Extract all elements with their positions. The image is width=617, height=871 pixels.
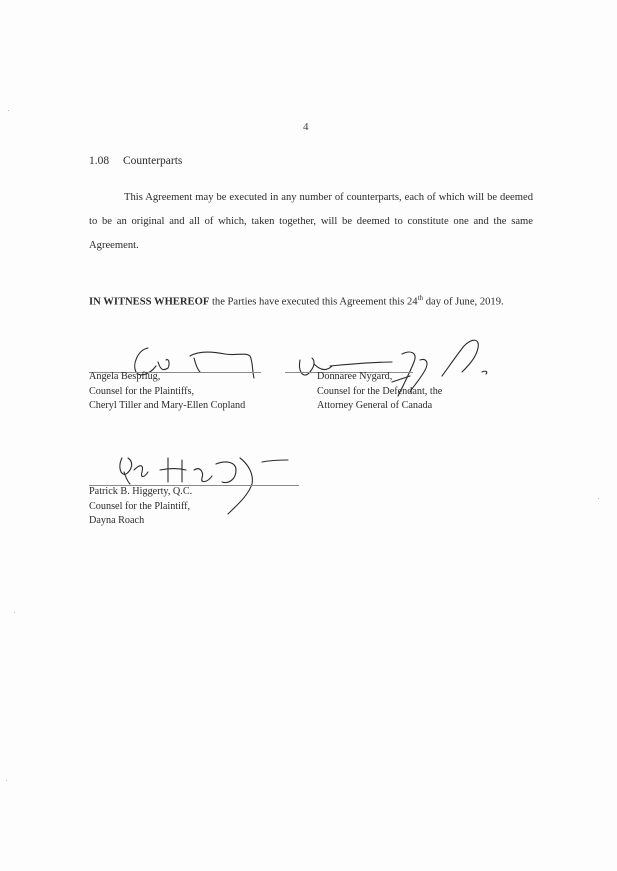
witness-statement — [89, 294, 504, 308]
section-title: Counterparts — [123, 155, 183, 167]
page-number: 4 — [303, 121, 309, 133]
signatory-name: Angela Bespflug, — [89, 371, 161, 382]
scan-speck — [598, 498, 599, 499]
section-number: 1.08 — [89, 155, 110, 167]
signatory-block-higgerty — [89, 485, 192, 529]
witness-text: the Parties have executed this Agreement this 24 — [211, 296, 418, 308]
scan-speck — [6, 780, 7, 781]
scan-speck — [8, 110, 9, 111]
signatory-block-bespflug — [89, 370, 245, 414]
signatory-name: Patrick B. Higgerty, Q.C. — [89, 486, 193, 497]
signatory-name: Donnaree Nygard, — [317, 371, 393, 382]
signatory-detail: Attorney General of Canada — [317, 400, 433, 411]
signatory-role: Counsel for the Plaintiffs, — [89, 385, 195, 397]
day-suffix: th — [417, 294, 424, 302]
signatory-block-nygard — [317, 370, 442, 414]
signatory-detail: Cheryl Tiller and Mary-Ellen Copland — [89, 400, 246, 411]
section-heading — [89, 155, 182, 167]
signatory-role: Counsel for the Defendant, the — [317, 385, 443, 397]
witness-date-text: day of June, 2019. — [425, 296, 504, 308]
scan-speck — [14, 612, 15, 613]
signatory-detail: Dayna Roach — [89, 515, 145, 526]
section-paragraph: This Agreement may be executed in any number of counterparts, each of which will be deemed to be an original and all of which, taken together, will be deemed to constitute one and the same Agreement. — [89, 192, 533, 251]
signatory-role: Counsel for the Plaintiff, — [89, 500, 191, 512]
witness-lead: IN WITNESS WHEREOF — [89, 296, 210, 308]
